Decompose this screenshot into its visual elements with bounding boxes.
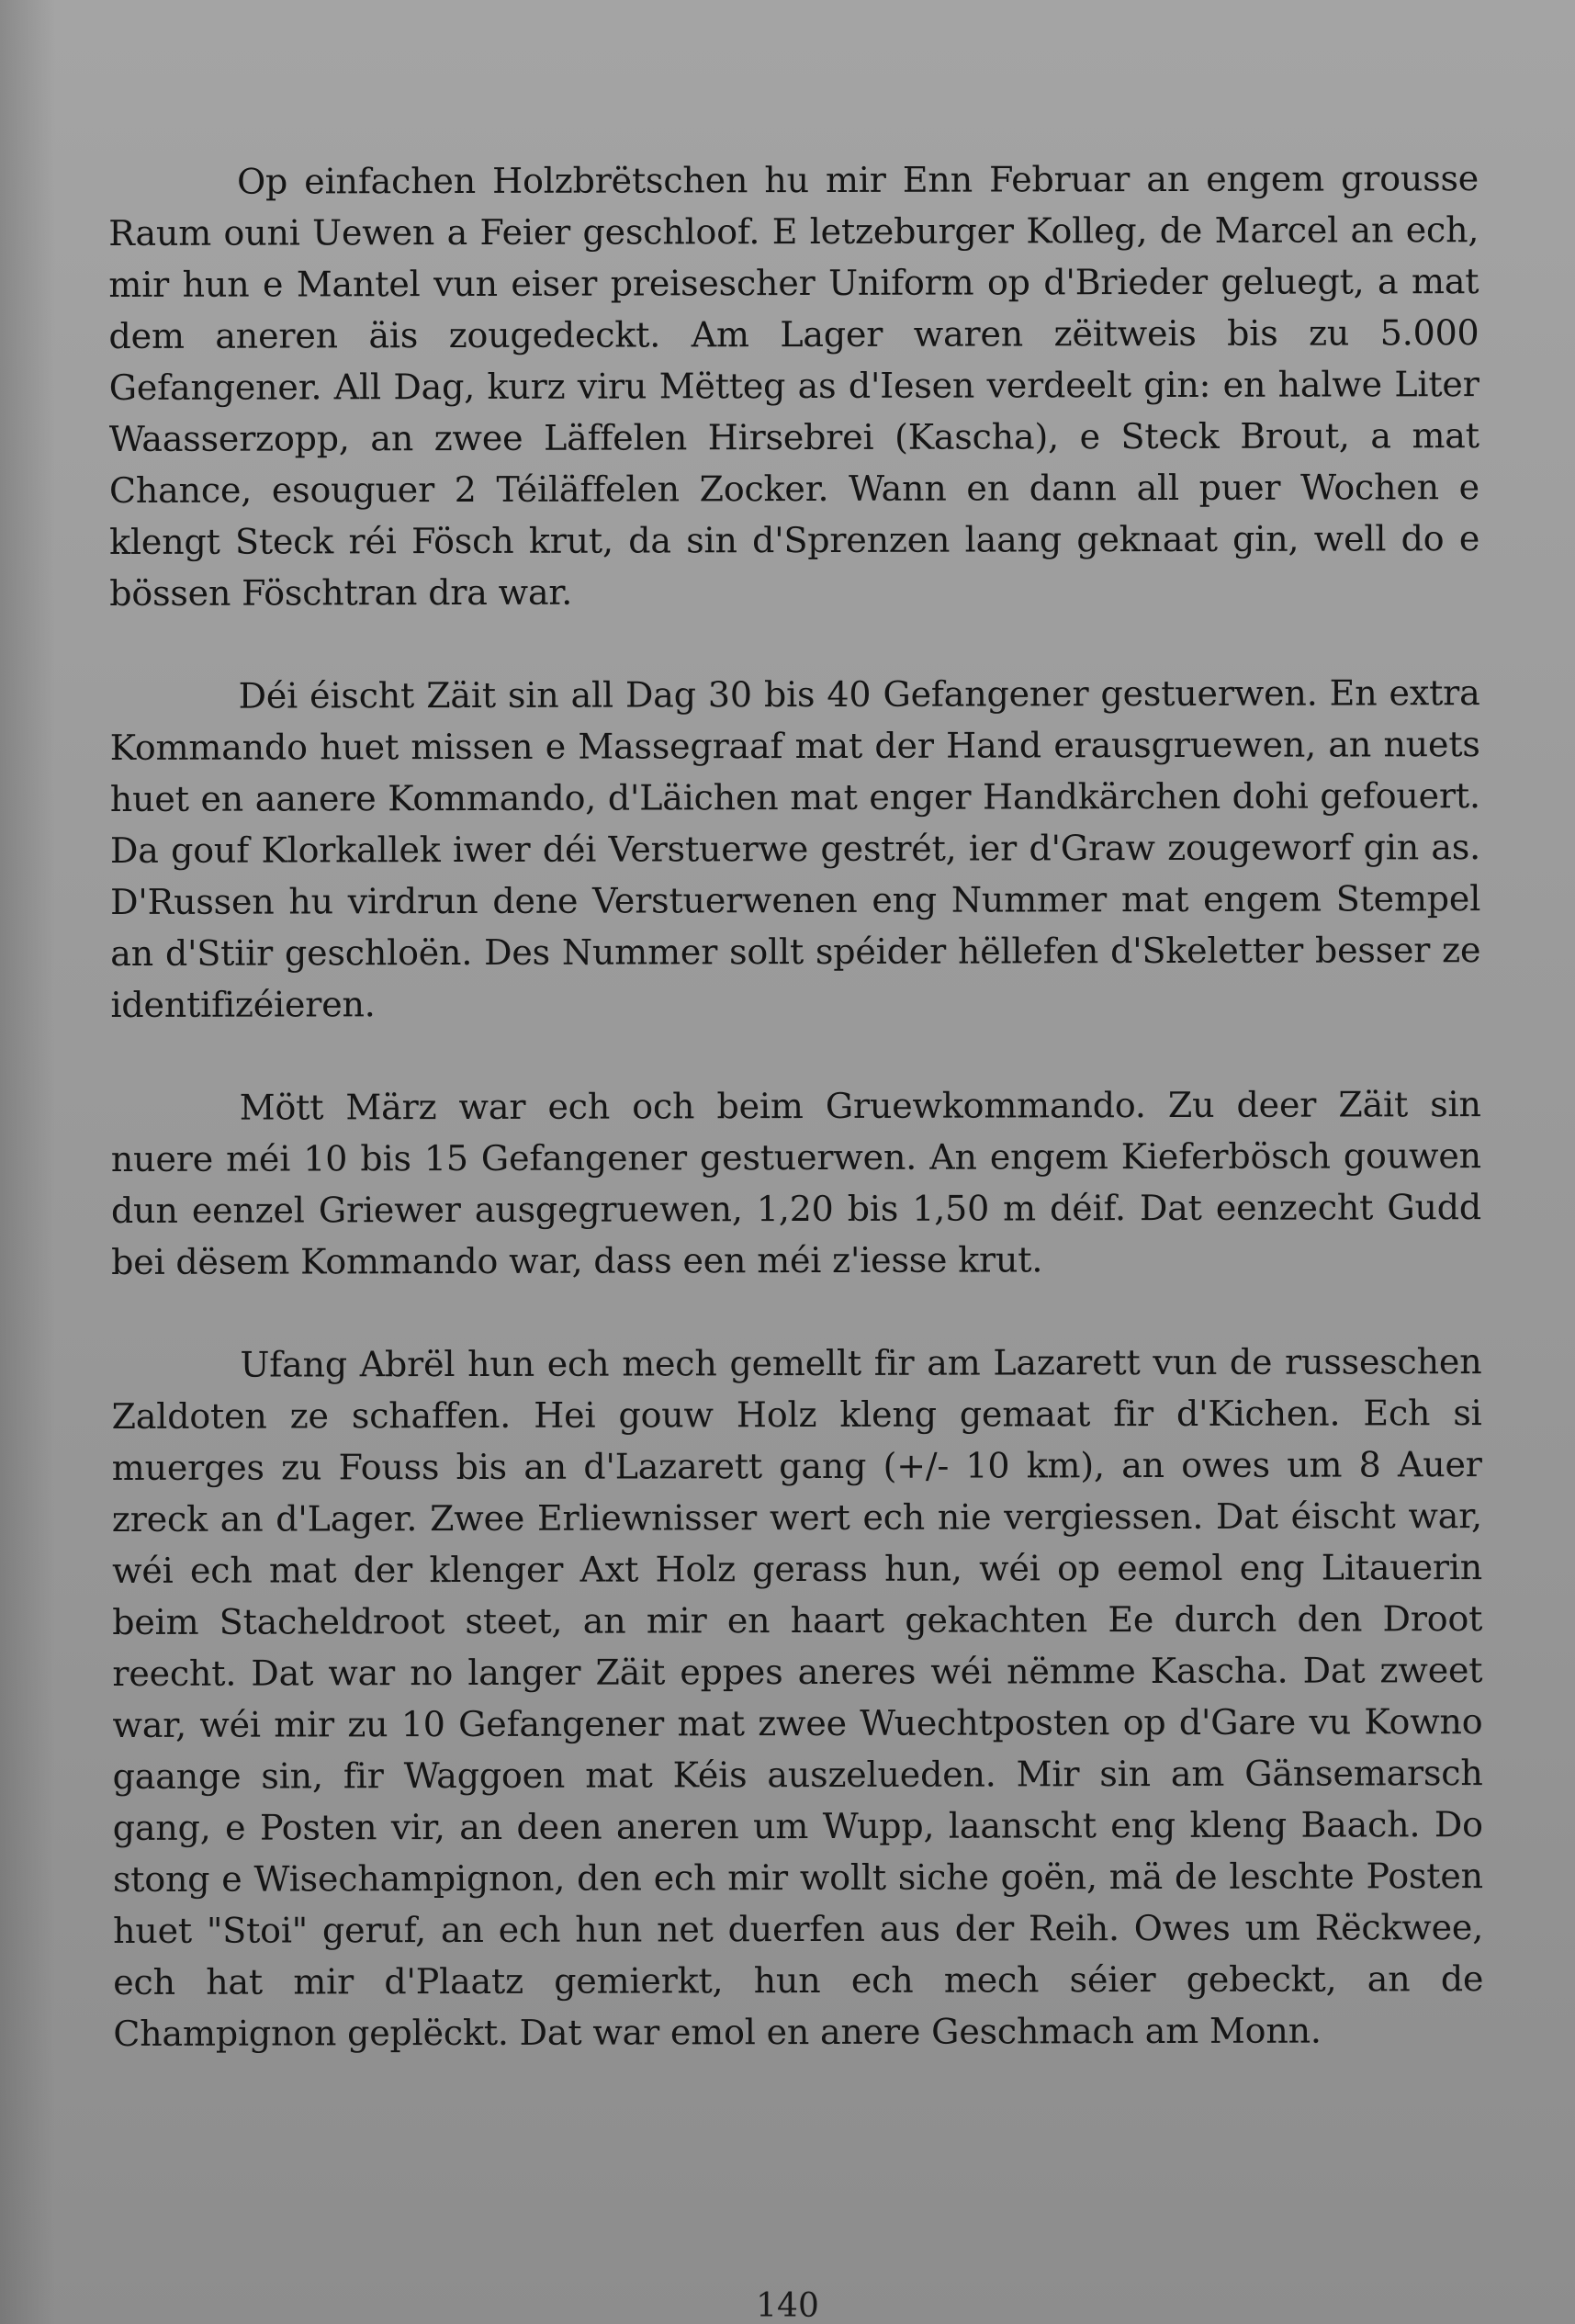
paragraph-2: Déi éischt Zäit sin all Dag 30 bis 40 Gefangener gestuerwen. En extra Kommando huet missen e Massegraaf mat der Hand erausgruewen, an nuets huet en aanere Kommando, d'Läichen mat enger Handkärchen dohi gefouert. Da gouf Klorkallek iwer déi Verstuerwe gestrét, ier d'Graw zougeworf gin as. D'Russen hu virdrun dene Verstuerwenen eng Nummer mat engem Stempel an d'Stiir geschloën. Des Nummer sollt spéider hëllefen d'Skeletter besser ze identifizéieren.: [109, 672, 1481, 1025]
paragraph-1: Op einfachen Holzbrëtschen hu mir Enn Februar an engem grousse Raum ouni Uewen a Feier geschloof. E letzeburger Kolleg, de Marcel an ech, mir hun e Mantel vun eiser preisescher Uniform op d'Brieder geluegt, a mat dem aneren äis zougedeckt. Am Lager waren zëitweis bis zu 5.000 Gefangener. All Dag, kurz viru Mëtteg as d'Iesen verdeelt gin: en halwe Liter Waasserzopp, an zwee Läffelen Hirsebrei (Kascha), e Steck Brout, a mat Chance, esouguer 2 Téiläffelen Zocker. Wann en dann all puer Wochen e klengt Steck réi Fösch krut, da sin d'Sprenzen laang geknaat gin, well do e bössen Föschtran dra war.: [108, 158, 1480, 614]
page-number: 140: [756, 2287, 819, 2324]
page-shadow: [0, 0, 55, 2324]
paragraph-3: Mött März war ech och beim Gruewkommando. Zu deer Zäit sin nuere méi 10 bis 15 Gefangener gestuerwen. An engem Kieferbösch gouwen dun eenzel Griewer ausgegruewen, 1,20 bis 1,50 m déif. Dat eenzecht Gudd bei dësem Kommando war, dass een méi z'iesse krut.: [110, 1084, 1482, 1282]
body-text: [108, 152, 1483, 2059]
paragraph-4: Ufang Abrël hun ech mech gemellt fir am Lazarett vun de russeschen Zaldoten ze schaffen. Hei gouw Holz kleng gemaat fir d'Kichen. Ech si muerges zu Fouss bis an d'Lazarett gang (+/- 10 km), an owes um 8 Auer zreck an d'Lager. Zwee Erliewnisser wert ech nie vergiessen. Dat éischt war, wéi ech mat der klenger Axt Holz gerass hun, wéi op eemol eng Litauerin beim Stacheldroot steet, an mir en haart gekachten Ee durch den Droot reecht. Dat war no langer Zäit eppes aneres wéi nëmme Kascha. Dat zweet war, wéi mir zu 10 Gefangener mat zwee Wuechtposten op d'Gare vu Kowno gaange sin, fir Waggoen mat Kéis auszelueden. Mir sin am Gänsemarsch gang, e Posten vir, an deen aneren um Wupp, laanscht eng kleng Baach. Do stong e Wisechampignon, den ech mir wollt siche goën, mä de leschte Posten huet "Stoi" geruf, an ech hun net duerfen aus der Reih. Owes um Rëckwee, ech hat mir d'Plaatz gemierkt, hun ech mech séier gebeckt, an de Champignon geplëckt. Dat war emol en anere Geschmach am Monn.: [111, 1341, 1484, 2054]
